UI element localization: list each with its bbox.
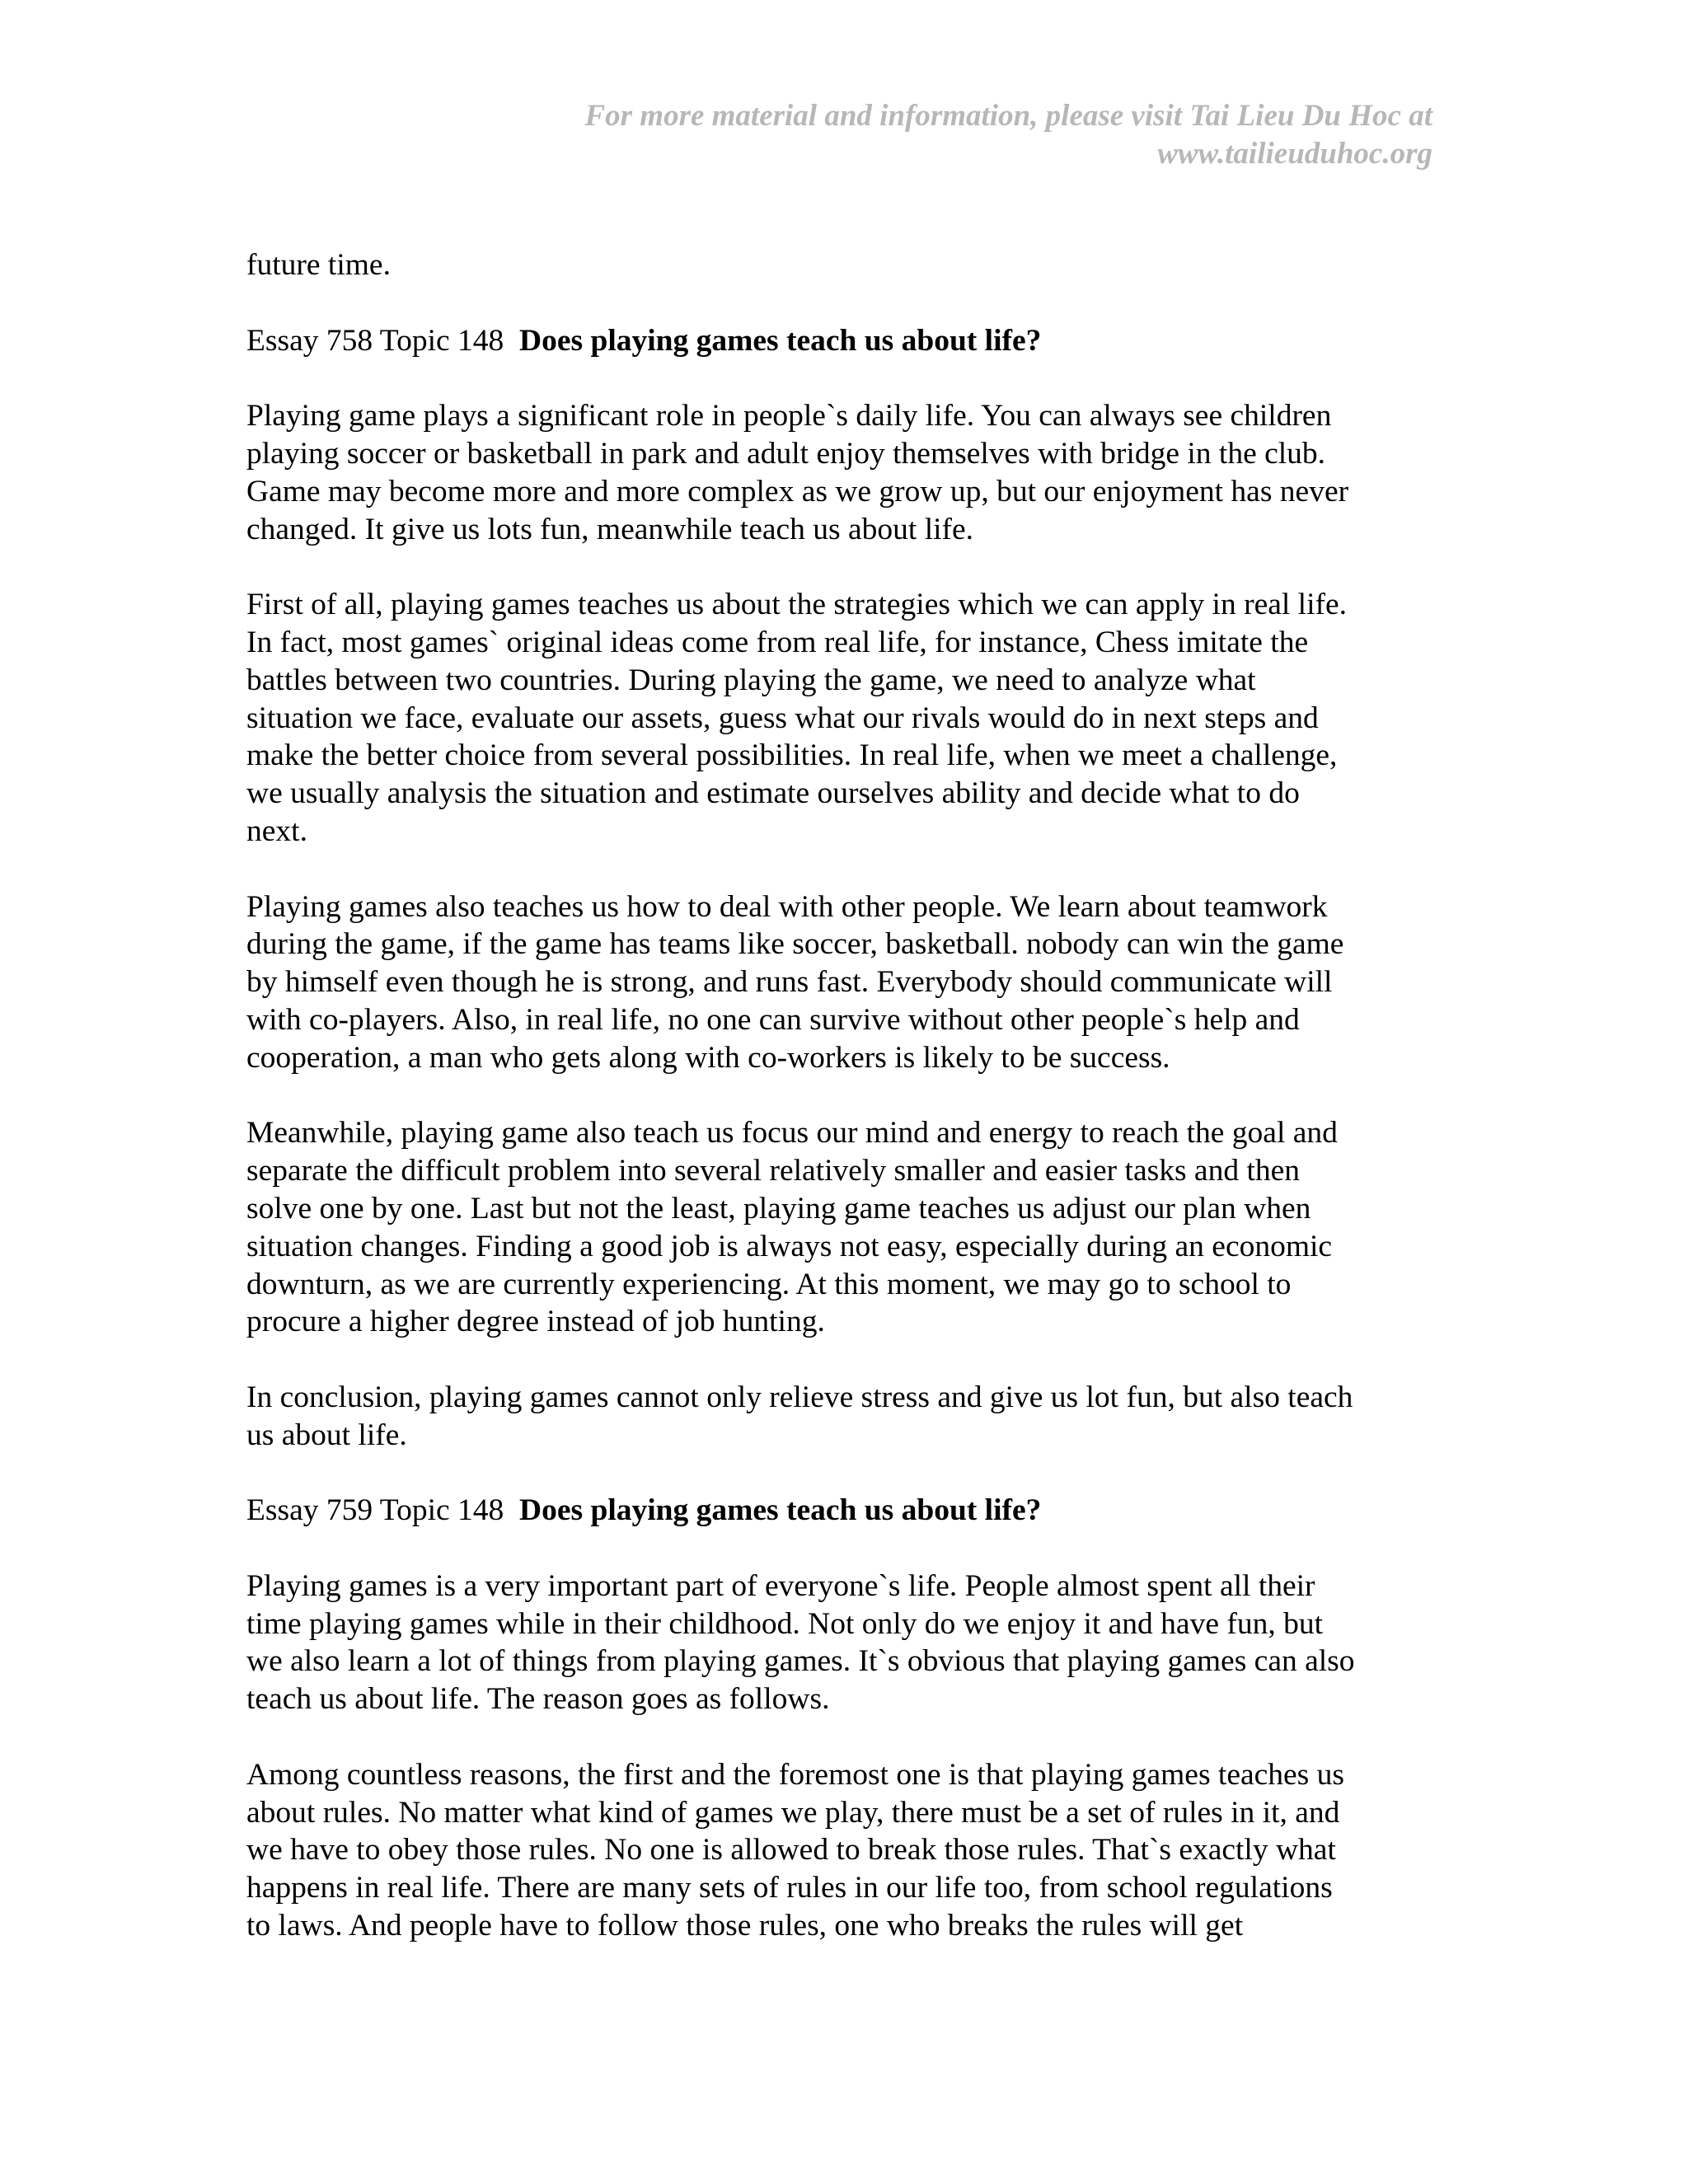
text-line: First of all, playing games teaches us about the strategies which we can apply in real life. (246, 588, 1348, 622)
carryover-fragment: future time. (246, 248, 391, 282)
document-body (246, 246, 1442, 1983)
text-line: solve one by one. Last but not the least, playing game teaches us adjust our plan when (246, 1191, 1311, 1226)
text-line: changed. It give us lots fun, meanwhile teach us about life. (246, 512, 974, 546)
text-line: cooperation, a man who gets along with co-workers is likely to be success. (246, 1040, 1170, 1075)
text-line: with co-players. Also, in real life, no one can survive without other people`s help and (246, 1002, 1300, 1037)
text-line: next. (246, 813, 307, 848)
text-line: Game may become more and more complex as we grow up, but our enjoyment has never (246, 474, 1349, 509)
text-line: happens in real life. There are many sets of rules in our life too, from school regulations (246, 1871, 1333, 1905)
text-line: situation we face, evaluate our assets, guess what our rivals would do in next steps and (246, 701, 1319, 735)
header-line-2: www.tailieuduhoc.org (1157, 137, 1432, 171)
text-line: about rules. No matter what kind of games we play, there must be a set of rules in it, and (246, 1795, 1340, 1830)
essay-758-paragraph-2 (246, 586, 1442, 851)
essay-title: Does playing games teach us about life? (519, 1493, 1042, 1528)
text-line: during the game, if the game has teams like soccer, basketball. nobody can win the game (246, 927, 1344, 962)
text-line: by himself even though he is strong, and runs fast. Everybody should communicate will (246, 965, 1333, 1000)
text-line: separate the difficult problem into several relatively smaller and easier tasks and then (246, 1154, 1301, 1188)
text-line: teach us about life. The reason goes as follows. (246, 1682, 830, 1717)
text-line: playing soccer or basketball in park and adult enjoy themselves with bridge in the club. (246, 436, 1326, 471)
essay-label: Essay 759 Topic 148 (246, 1493, 504, 1528)
header-line-1: For more material and information, please visit Tai Lieu Du Hoc at (584, 99, 1432, 133)
text-line: time playing games while in their childhood. Not only do we enjoy it and have fun, but (246, 1606, 1323, 1641)
text-line: we have to obey those rules. No one is allowed to break those rules. That`s exactly what (246, 1833, 1336, 1868)
text-line: make the better choice from several possibilities. In real life, when we meet a challenge, (246, 738, 1338, 773)
text-line: In fact, most games` original ideas come from real life, for instance, Chess imitate the (246, 625, 1309, 659)
essay-758-paragraph-5 (246, 1379, 1442, 1455)
text-line: battles between two countries. During playing the game, we need to analyze what (246, 663, 1256, 697)
text-line: procure a higher degree instead of job hunting. (246, 1305, 825, 1339)
page-header (361, 97, 1432, 173)
essay-759-paragraph-1 (246, 1568, 1442, 1718)
essay-758-heading (246, 322, 1442, 360)
essay-759-paragraph-2 (246, 1756, 1442, 1945)
essay-758-paragraph-4 (246, 1114, 1442, 1341)
text-line: us about life. (246, 1418, 407, 1452)
text-line: we also learn a lot of things from playing games. It`s obvious that playing games can also (246, 1644, 1355, 1679)
essay-759-heading (246, 1492, 1442, 1530)
text-line: we usually analysis the situation and estimate ourselves ability and decide what to do (246, 776, 1300, 811)
text-line: to laws. And people have to follow those rules, one who breaks the rules will get (246, 1909, 1244, 1943)
text-line: In conclusion, playing games cannot only relieve stress and give us lot fun, but also teach (246, 1380, 1353, 1414)
text-line: Playing game plays a significant role in people`s daily life. You can always see children (246, 399, 1332, 434)
essay-758-paragraph-1 (246, 397, 1442, 548)
essay-758-paragraph-3 (246, 888, 1442, 1077)
essay-title: Does playing games teach us about life? (519, 323, 1042, 358)
text-line: Meanwhile, playing game also teach us focus our mind and energy to reach the goal and (246, 1116, 1338, 1151)
text-line: situation changes. Finding a good job is always not easy, especially during an economic (246, 1229, 1333, 1263)
text-line: Playing games also teaches us how to deal with other people. We learn about teamwork (246, 889, 1328, 924)
text-line: Playing games is a very important part of everyone`s life. People almost spent all their (246, 1568, 1315, 1603)
essay-label: Essay 758 Topic 148 (246, 323, 504, 358)
text-line: downturn, as we are currently experiencing. At this moment, we may go to school to (246, 1267, 1292, 1301)
text-line: Among countless reasons, the first and the foremost one is that playing games teaches us (246, 1757, 1344, 1792)
